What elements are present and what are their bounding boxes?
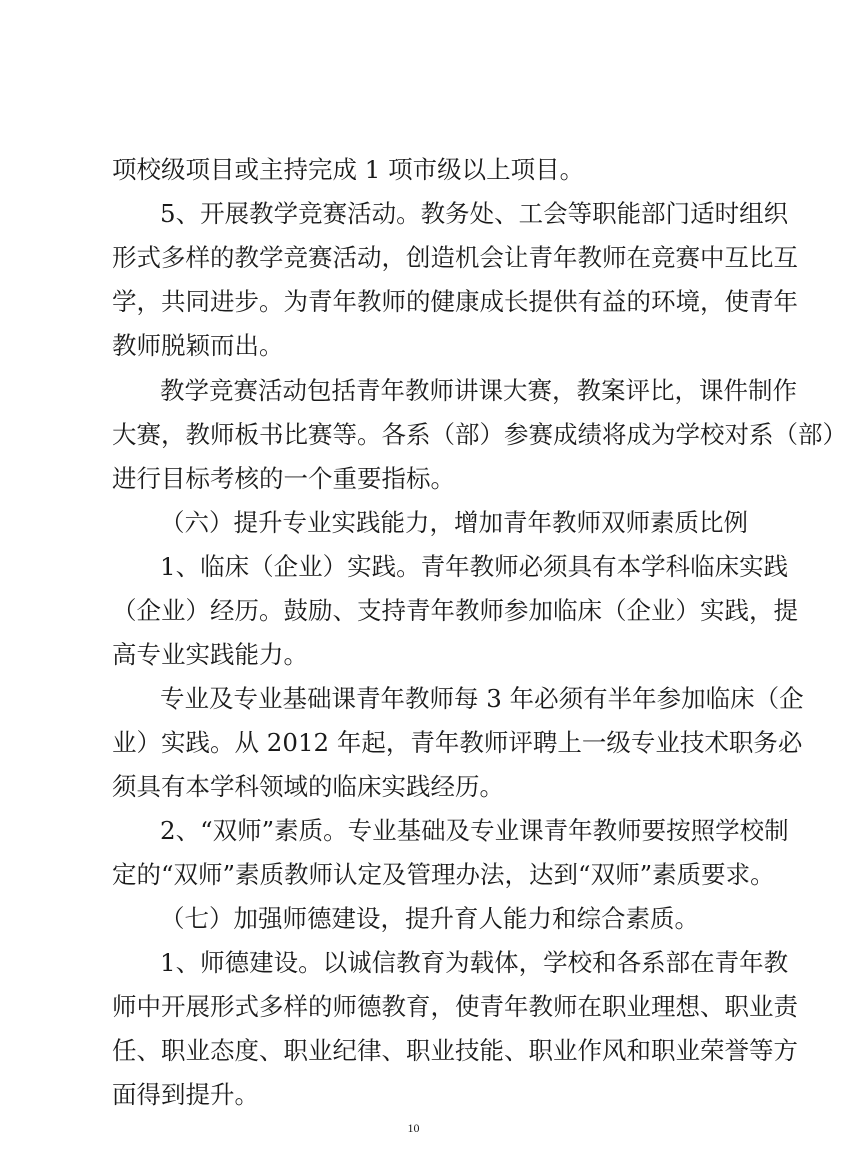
text-line: 师中开展形式多样的师德教育，使青年教师在职业理想、职业责 <box>112 992 798 1021</box>
text-line: （企业）经历。鼓励、支持青年教师参加临床（企业）实践，提 <box>112 596 798 625</box>
text-line: 大赛，教师板书比赛等。各系（部）参赛成绩将成为学校对系（部） <box>112 420 847 449</box>
text-line: 项校级项目或主持完成 1 项市级以上项目。 <box>112 155 585 184</box>
text-line: 学，共同进步。为青年教师的健康成长提供有益的环境，使青年 <box>112 287 798 316</box>
text-line: 5、开展教学竞赛活动。教务处、工会等职能部门适时组织 <box>160 199 789 228</box>
text-line: 1、师德建设。以诚信教育为载体，学校和各系部在青年教 <box>160 948 789 977</box>
section-heading: （六）提升专业实践能力，增加青年教师双师素质比例 <box>160 508 748 537</box>
text-line: 高专业实践能力。 <box>112 640 308 669</box>
page-number: 10 <box>407 1121 420 1135</box>
text-line: 教学竞赛活动包括青年教师讲课大赛，教案评比，课件制作 <box>160 376 797 405</box>
text-line: 教师脱颖而出。 <box>112 331 284 360</box>
text-line: 业）实践。从 2012 年起，青年教师评聘上一级专业技术职务必 <box>112 728 803 757</box>
text-line: 须具有本学科领域的临床实践经历。 <box>112 772 504 801</box>
text-line: 形式多样的教学竞赛活动，创造机会让青年教师在竞赛中互比互 <box>112 243 798 272</box>
text-line: 专业及专业基础课青年教师每 3 年必须有半年参加临床（企 <box>160 684 804 713</box>
text-line: 任、职业态度、职业纪律、职业技能、职业作风和职业荣誉等方 <box>112 1036 798 1065</box>
text-line: 定的“双师”素质教师认定及管理办法，达到“双师”素质要求。 <box>112 860 775 889</box>
text-line: 面得到提升。 <box>112 1080 259 1109</box>
text-line: 1、临床（企业）实践。青年教师必须具有本学科临床实践 <box>160 552 789 581</box>
text-line: 2、“双师”素质。专业基础及专业课青年教师要按照学校制 <box>160 816 789 845</box>
text-line: 进行目标考核的一个重要指标。 <box>112 464 455 493</box>
section-heading: （七）加强师德建设，提升育人能力和综合素质。 <box>160 904 699 933</box>
